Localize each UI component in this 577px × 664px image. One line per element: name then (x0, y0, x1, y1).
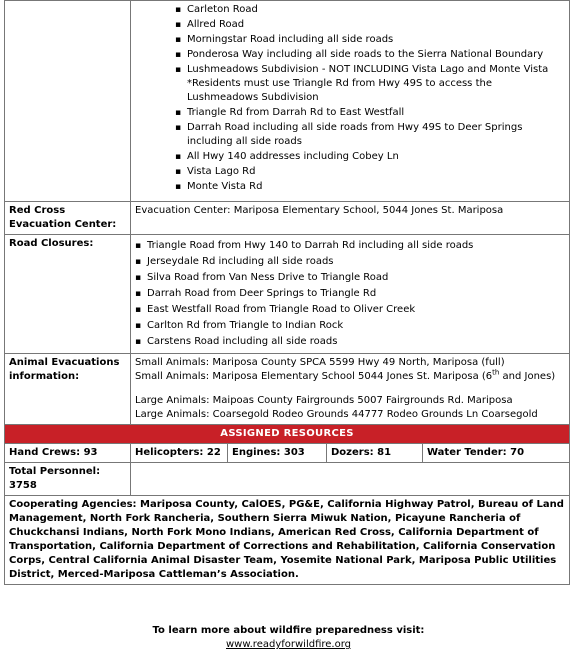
list-item: ▪ Carlton Rd from Triangle to Indian Rock (135, 319, 565, 333)
small-animals-1: Small Animals: Mariposa County SPCA 5599 Hwy 49 North, Mariposa (full) (135, 357, 505, 368)
animal-row (5, 354, 570, 425)
list-item: ▪ Triangle Rd from Darrah Rd to East Westfall (175, 106, 565, 120)
helicopters: Helicopters: 22 (131, 444, 228, 463)
list-item: ▪ Darrah Road including all side roads from Hwy 49S to Deer Springs including all side roads (175, 121, 565, 149)
list-item: ▪ Jerseydale Rd including all side roads (135, 255, 565, 269)
evacuation-roads-cell (131, 1, 570, 202)
list-item: ▪ Allred Road (175, 18, 565, 32)
footer (0, 624, 577, 652)
small-animals-2-tail: and Jones) (499, 371, 556, 382)
large-animals-2: Large Animals: Coarsegold Rodeo Grounds 44777 Rodeo Grounds Ln Coarsegold (135, 409, 538, 420)
small-animals-2-sup: th (492, 368, 500, 377)
list-item: ▪ Darrah Road from Deer Springs to Triangle Rd (135, 287, 565, 301)
evacuation-roads-label-cell (5, 1, 131, 202)
list-item: ▪ Monte Vista Rd (175, 180, 565, 194)
list-item: ▪ Carstens Road including all side roads (135, 335, 565, 349)
list-item: ▪ Vista Lago Rd (175, 165, 565, 179)
resources-row (5, 444, 570, 463)
engines: Engines: 303 (228, 444, 327, 463)
road-closures-list (135, 239, 565, 349)
lushmeadows-text: Lushmeadows Subdivision - NOT INCLUDING Vista Lago and Monte Vista (187, 64, 549, 75)
animal-cell (131, 354, 570, 425)
small-animals-2-text: Small Animals: Mariposa Elementary School 5044 Jones St. Mariposa (6 (135, 371, 493, 382)
dozers: Dozers: 81 (327, 444, 423, 463)
info-table (4, 0, 570, 585)
list-item: ▪ Triangle Road from Hwy 140 to Darrah Rd including all side roads (135, 239, 565, 253)
assigned-resources-banner: ASSIGNED RESOURCES (5, 425, 570, 444)
evacuation-roads-list (135, 3, 565, 194)
cooperating-row (5, 496, 570, 585)
road-closures-row (5, 235, 570, 354)
water-tender: Water Tender: 70 (423, 444, 570, 463)
list-item: ▪ Ponderosa Way including all side roads to the Sierra National Boundary (175, 48, 565, 62)
red-cross-label: Red Cross Evacuation Center: (5, 202, 131, 235)
list-item (175, 63, 565, 105)
list-item: ▪ East Westfall Road from Triangle Road to Oliver Creek (135, 303, 565, 317)
cooperating-agencies: Cooperating Agencies: Mariposa County, CalOES, PG&E, California Highway Patrol, Bureau of Land Management, North Fork Rancheria, Southern Sierra Miwuk Nation, Picayune Rancheria of Chuckchansi Indians, North Fork Mono Indians, American Red Cross, California Department of Transportation, California Department of Corrections and Rehabilitation, California Conservation Corps, Central California Animal Disaster Team, Yosemite National Park, Mariposa Public Utilities District, Merced-Mariposa Cattleman’s Association. (5, 496, 570, 585)
animal-label: Animal Evacuations information: (5, 354, 131, 425)
red-cross-row (5, 202, 570, 235)
total-personnel-empty (131, 463, 570, 496)
road-closures-cell (131, 235, 570, 354)
footer-text: To learn more about wildfire preparedness visit: (152, 625, 425, 636)
road-closures-label: Road Closures: (5, 235, 131, 354)
list-item: ▪ Morningstar Road including all side roads (175, 33, 565, 47)
resources-banner-row (5, 425, 570, 444)
list-item: ▪ Silva Road from Van Ness Drive to Triangle Road (135, 271, 565, 285)
wildfire-link[interactable]: www.readyforwildfire.org (226, 639, 351, 650)
spacer (135, 384, 565, 394)
total-personnel-row (5, 463, 570, 496)
list-item: ▪ All Hwy 140 addresses including Cobey Ln (175, 150, 565, 164)
red-cross-value: Evacuation Center: Mariposa Elementary School, 5044 Jones St. Mariposa (131, 202, 570, 235)
list-item: ▪ Carleton Road (175, 3, 565, 17)
hand-crews: Hand Crews: 93 (5, 444, 131, 463)
small-animals-2 (135, 370, 565, 384)
lushmeadows-note: *Residents must use Triangle Rd from Hwy 49S to access the Lushmeadows Subdivision (187, 78, 492, 103)
large-animals-1: Large Animals: Maipoas County Fairgrounds 5007 Fairgrounds Rd. Mariposa (135, 395, 513, 406)
evacuation-roads-row (5, 1, 570, 202)
total-personnel: Total Personnel: 3758 (5, 463, 131, 496)
